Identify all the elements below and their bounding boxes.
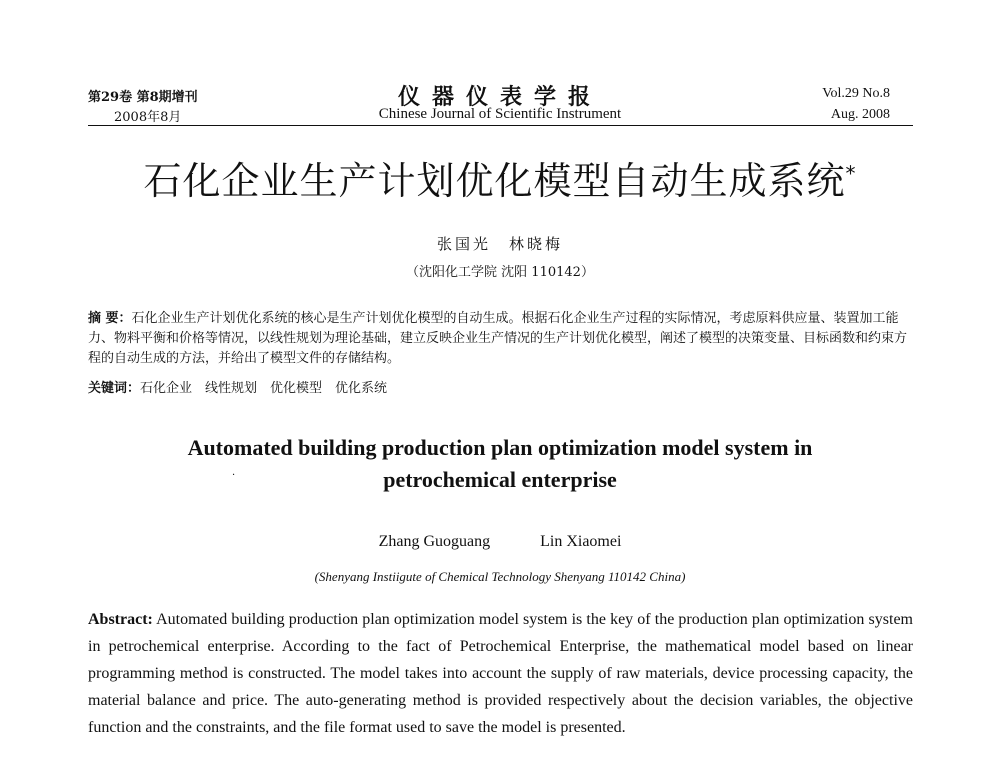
affiliation-cn: （沈阳化工学院 沈阳 110142） bbox=[406, 265, 594, 280]
abstract-cn-label: 摘 要： bbox=[88, 311, 132, 326]
paper-title-cn bbox=[0, 150, 1000, 205]
header-volume-issue-cn: 第29卷 第8期增刊 bbox=[88, 90, 198, 105]
paper-title-cn-text: 石化企业生产计划优化模型自动生成系统 bbox=[143, 159, 846, 203]
abstract-cn bbox=[88, 309, 913, 369]
keywords-cn-text: 石化企业 线性规划 优化模型 优化系统 bbox=[140, 381, 388, 396]
journal-title-en: Chinese Journal of Scientific Instrument bbox=[378, 106, 622, 122]
header-volume-issue-en: Vol.29 No.8 bbox=[822, 86, 890, 101]
paper-title-en bbox=[0, 432, 1000, 496]
affiliation-en: (Shenyang Instiigute of Chemical Technology Shenyang 110142 China) bbox=[314, 569, 686, 584]
title-footnote-mark: * bbox=[845, 161, 857, 186]
abstract-en bbox=[88, 606, 913, 741]
journal-title-cn: 仪器仪表学报 bbox=[397, 84, 602, 110]
author-en-1: Zhang Guoguang bbox=[378, 533, 491, 550]
abstract-en-label: Abstract: bbox=[88, 611, 153, 628]
keywords-cn bbox=[88, 379, 913, 399]
stray-mark: · bbox=[232, 470, 236, 481]
paper-title-en-line-1: Automated building production plan optimization model system in bbox=[187, 435, 813, 460]
header-date-cn: 2008年8月 bbox=[114, 110, 182, 125]
abstract-en-text: Automated building production plan optimization model system is the key of the production plan optimization system in petrochemical enterprise. According to the fact of Petrochemical Enterprise, the mathematical model based on linear programming method is constructed. The model takes into account the supply of raw materials, device processing capacity, the material balance and price. The auto-generating method is provided respectively about the decision variables, the objective function and the constraints, and the file format used to save the model is presented. bbox=[88, 611, 913, 736]
paper-title-en-line-2: petrochemical enterprise bbox=[383, 467, 617, 492]
header-date-en: Aug. 2008 bbox=[830, 107, 890, 122]
authors-en bbox=[0, 533, 1000, 551]
author-en-2: Lin Xiaomei bbox=[540, 533, 622, 550]
authors-cn: 张国光 林晓梅 bbox=[436, 235, 563, 253]
header-rule bbox=[88, 125, 913, 126]
keywords-cn-label: 关键词： bbox=[88, 381, 141, 396]
abstract-cn-text: 石化企业生产计划优化系统的核心是生产计划优化模型的自动生成。根据石化企业生产过程的实际情况，考虑原料供应量、装置加工能力、物料平衡和价格等情况，以线性规划为理论基础，建立反映企业生产情况的生产计划优化模型，阐述了模型的决策变量、目标函数和约束方程的自动生成的方法，并给出了模型文件的存储结构。 bbox=[88, 311, 908, 366]
